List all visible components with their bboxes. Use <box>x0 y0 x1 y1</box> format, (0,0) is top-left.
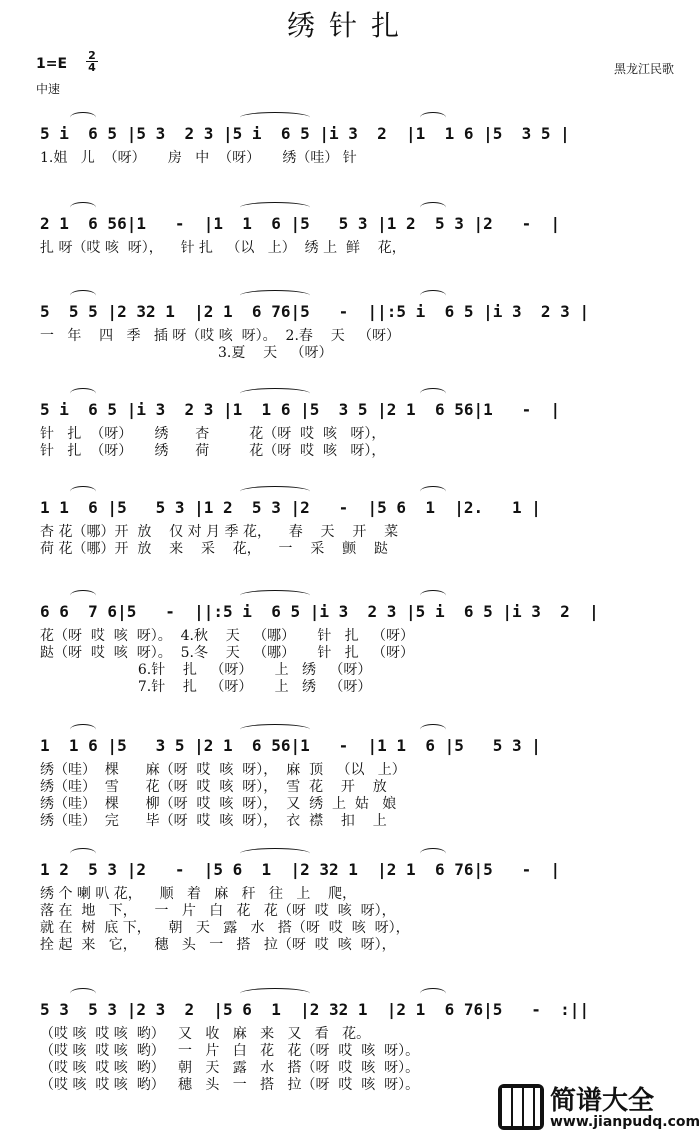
piano-keys-icon <box>498 1084 544 1130</box>
slur-mark <box>240 202 310 213</box>
time-signature <box>86 50 98 73</box>
lyric-line: 一 年 四 季 插 呀（哎 咳 呀）。 2.春 天 （呀） <box>40 328 401 344</box>
song-title: 绣针扎 <box>286 9 413 42</box>
lyric-line: 绣（哇） 棵 柳（呀 哎 咳 呀）， 又 绣 上 姑 娘 <box>40 796 397 812</box>
key-signature: 1=E <box>36 56 68 72</box>
lyric-line: 3.夏 天 （呀） <box>40 345 333 361</box>
watermark-url: www.jianpudq.com <box>550 1114 700 1130</box>
time-numerator: 2 <box>88 49 96 62</box>
notation-line: 1 1 6 |5 5 3 |1 2 5 3 |2 - |5 6 1 |2. 1 | <box>40 498 541 517</box>
slur-mark <box>70 848 96 859</box>
lyric-line: 7.针 扎 （呀） 上 绣 （呀） <box>40 679 372 695</box>
slur-mark <box>240 112 310 123</box>
lyric-line: 落 在 地 下， 一 片 白 花 花（呀 哎 咳 呀）， <box>40 903 396 919</box>
time-denominator: 4 <box>88 61 96 74</box>
notation-line: 5 i 6 5 |5 3 2 3 |5 i 6 5 |i 3 2 |1 1 6 |5 3 5 | <box>40 124 570 143</box>
slur-mark <box>70 112 96 123</box>
lyric-line: 1.姐 儿 （呀） 房 中 （呀） 绣（哇） 针 <box>40 150 357 166</box>
watermark-logo <box>498 1080 700 1136</box>
lyric-line: 拴 起 来 它， 穗 头 一 搭 拉（呀 哎 咳 呀）， <box>40 937 396 953</box>
slur-mark <box>70 388 96 399</box>
lyric-line: （哎 咳 哎 咳 哟） 一 片 白 花 花（呀 哎 咳 呀）。 <box>40 1043 420 1059</box>
slur-mark <box>420 590 446 601</box>
lyric-line: （哎 咳 哎 咳 哟） 又 收 麻 来 又 看 花。 <box>40 1026 371 1042</box>
slur-mark <box>240 388 310 399</box>
lyric-line: 绣 个 喇 叭 花， 顺 着 麻 秆 往 上 爬， <box>40 886 357 902</box>
slur-mark <box>240 724 310 735</box>
slur-mark <box>420 486 446 497</box>
tempo-marking: 中速 <box>36 82 61 96</box>
slur-mark <box>70 202 96 213</box>
slur-mark <box>420 988 446 999</box>
slur-mark <box>420 388 446 399</box>
notation-line: 1 1 6 |5 3 5 |2 1 6 56|1 - |1 1 6 |5 5 3 | <box>40 736 541 755</box>
lyric-line: （哎 咳 哎 咳 哟） 朝 天 露 水 搭（呀 哎 咳 呀）。 <box>40 1060 420 1076</box>
slur-mark <box>240 590 310 601</box>
notation-line: 6 6 7 6|5 - ||:5 i 6 5 |i 3 2 3 |5 i 6 5 |i 3 2 | <box>40 602 599 621</box>
lyric-line: 绣（哇） 雪 花（呀 哎 咳 呀）， 雪 花 开 放 <box>40 779 387 795</box>
notation-line: 5 i 6 5 |i 3 2 3 |1 1 6 |5 3 5 |2 1 6 56|1 - | <box>40 400 561 419</box>
lyric-line: 扎 呀（哎 咳 呀）， 针 扎 （以 上） 绣 上 鲜 花， <box>40 240 406 256</box>
lyric-line: 跶（呀 哎 咳 呀）。 5.冬 天 （哪） 针 扎 （呀） <box>40 645 415 661</box>
lyric-line: 针 扎 （呀） 绣 杏 花（呀 哎 咳 呀）， <box>40 426 386 442</box>
lyric-line: 6.针 扎 （呀） 上 绣 （呀） <box>40 662 372 678</box>
watermark-brand: 简谱大全 <box>550 1086 655 1116</box>
slur-mark <box>240 848 310 859</box>
lyric-line: 针 扎 （呀） 绣 荷 花（呀 哎 咳 呀）， <box>40 443 386 459</box>
notation-line: 1 2 5 3 |2 - |5 6 1 |2 32 1 |2 1 6 76|5 - | <box>40 860 561 879</box>
lyric-line: 就 在 树 底 下， 朝 天 露 水 搭（呀 哎 咳 呀）， <box>40 920 410 936</box>
slur-mark <box>420 848 446 859</box>
slur-mark <box>420 290 446 301</box>
slur-mark <box>70 486 96 497</box>
slur-mark <box>70 988 96 999</box>
slur-mark <box>420 202 446 213</box>
lyric-line: 绣（哇） 棵 麻（呀 哎 咳 呀）， 麻 顶 （以 上） <box>40 762 406 778</box>
slur-mark <box>420 724 446 735</box>
lyric-line: 花（呀 哎 咳 呀）。 4.秋 天 （哪） 针 扎 （呀） <box>40 628 415 644</box>
slur-mark <box>420 112 446 123</box>
lyric-line: （哎 咳 哎 咳 哟） 穗 头 一 搭 拉（呀 哎 咳 呀）。 <box>40 1077 420 1093</box>
slur-mark <box>70 590 96 601</box>
slur-mark <box>70 724 96 735</box>
slur-mark <box>240 290 310 301</box>
notation-line: 5 5 5 |2 32 1 |2 1 6 76|5 - ||:5 i 6 5 |i 3 2 3 | <box>40 302 590 321</box>
notation-line: 2 1 6 56|1 - |1 1 6 |5 5 3 |1 2 5 3 |2 - | <box>40 214 561 233</box>
slur-mark <box>240 988 310 999</box>
lyric-line: 荷 花（哪）开 放 来 采 花， 一 采 颤 跶 <box>40 541 388 557</box>
lyric-line: 绣（哇） 完 毕（呀 哎 咳 呀）， 衣 襟 扣 上 <box>40 813 387 829</box>
song-origin: 黑龙江民歌 <box>613 62 674 76</box>
slur-mark <box>70 290 96 301</box>
notation-line: 5 3 5 3 |2 3 2 |5 6 1 |2 32 1 |2 1 6 76|5 - :|| <box>40 1000 590 1019</box>
slur-mark <box>240 486 310 497</box>
lyric-line: 杏 花（哪）开 放 仅 对 月 季 花， 春 天 开 菜 <box>40 524 399 540</box>
